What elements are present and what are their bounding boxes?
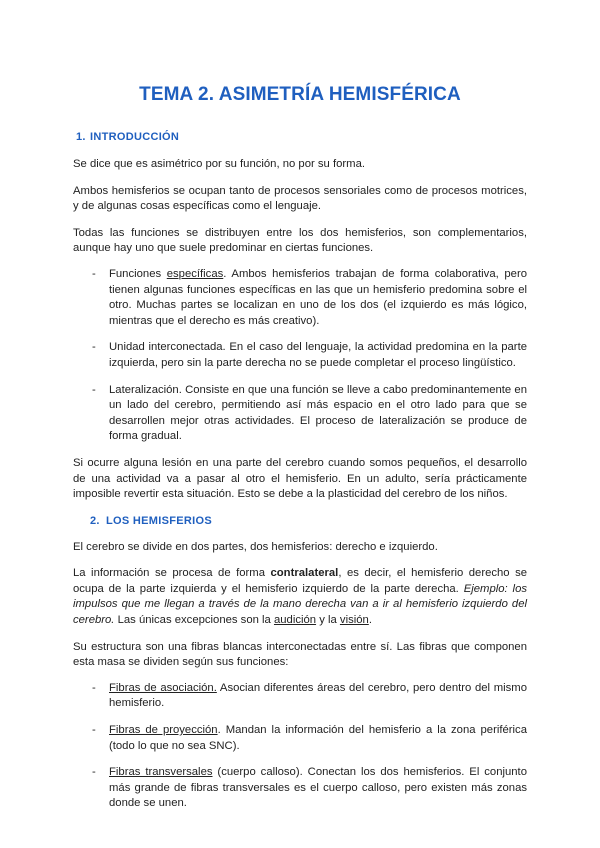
document-body xyxy=(73,131,527,812)
list-item-text: Fibras de asociación. Asocian diferentes áreas del cerebro, pero dentro del mismo hemisferio. xyxy=(109,681,528,710)
list-item-text: Funciones específicas. Ambos hemisferios trabajan de forma colaborativa, pero tienen algunas funciones específicas en las que un hemisferio predomina sobre el otro. Muchas partes se localizan en uno de los dos (el izquierdo es más lógico, mientras que el derecho es más creativo). xyxy=(109,267,527,327)
section-number: 1. xyxy=(76,131,86,143)
italic-example: Ejemplo: los impulsos que me llegan a través de la mano derecha van a ir al hemisferio izquierdo del cerebro. xyxy=(73,582,527,627)
bold-term: contralateral xyxy=(270,567,339,580)
section-heading-hemisferios xyxy=(73,515,527,527)
list-item xyxy=(73,681,527,712)
paragraph: Si ocurre alguna lesión en una parte del cerebro cuando somos pequeños, el desarrollo de una actividad va a pasar al otro el hemisferio. En un adulto, sería prácticamente imposible revertir esta situación. Esto se debe a la plasticidad del cerebro de los niños. xyxy=(73,456,527,501)
list-dash: - xyxy=(92,766,96,779)
section-heading-introduccion xyxy=(73,131,527,143)
paragraph: Ambos hemisferios se ocupan tanto de procesos sensoriales como de procesos motrices, y de algunas cosas específicas como el lenguaje. xyxy=(73,184,527,213)
paragraph: Se dice que es asimétrico por su función, no por su forma. xyxy=(73,158,365,170)
section-number: 2. xyxy=(90,514,100,527)
list-dash: - xyxy=(92,681,96,694)
list-dash: - xyxy=(92,383,96,396)
underlined-term: Fibras de proyección xyxy=(109,724,218,737)
list-item xyxy=(73,765,527,812)
section-title: INTRODUCCIÓN xyxy=(90,131,180,143)
list-item xyxy=(73,340,527,371)
function-list xyxy=(73,267,527,445)
page-title: TEMA 2. ASIMETRÍA HEMISFÉRICA xyxy=(139,84,461,105)
list-dash: - xyxy=(92,341,96,354)
underlined-term: visión xyxy=(339,614,369,627)
list-item-text: Unidad interconectada. En el caso del lenguaje, la actividad predomina en la parte izquierda, pero sin la parte derecha no se puede completar el proceso lingüístico. xyxy=(109,341,527,369)
list-item xyxy=(73,383,527,445)
paragraph: La información se procesa de forma contralateral, es decir, el hemisferio derecho se ocupa de la parte izquierda y el hemisferio izquierdo de la parte derecha. Ejemplo: los impulsos que me llegan a través de la mano derecha van a ir al hemisferio izquierdo del cerebro. Las únicas excepciones son la audición y la visión. xyxy=(73,567,528,627)
paragraph: Su estructura son una fibras blancas interconectadas entre sí. Las fibras que componen esta masa se dividen según sus funciones: xyxy=(73,640,527,669)
fiber-list xyxy=(73,681,527,812)
list-item xyxy=(73,723,527,754)
list-dash: - xyxy=(92,724,96,737)
list-item-text: Lateralización. Consiste en que una función se lleve a cabo predominantemente en un lado del cerebro, permitiendo así más espacio en el otro lado para que se desarrollen mejor otras actividades. El proceso de lateralización se produce de forma gradual. xyxy=(109,383,527,443)
paragraph: El cerebro se divide en dos partes, dos hemisferios: derecho e izquierdo. xyxy=(73,540,438,553)
underlined-term: audición xyxy=(273,614,317,627)
underlined-term: específicas xyxy=(166,267,224,280)
underlined-term: Fibras de asociación. xyxy=(109,681,217,694)
section-title: LOS HEMISFERIOS xyxy=(106,514,212,527)
list-dash: - xyxy=(92,267,96,280)
underlined-term: Fibras transversales xyxy=(109,766,213,779)
list-item xyxy=(73,267,527,329)
list-item-text: Fibras de proyección. Mandan la información del hemisferio a la zona periférica (todo lo que no sea SNC). xyxy=(109,724,527,752)
list-item-text: Fibras transversales (cuerpo calloso). Conectan los dos hemisferios. El conjunto más grande de fibras transversales es el cuerpo calloso, pero existen más zonas donde se unen. xyxy=(109,766,527,810)
paragraph: Todas las funciones se distribuyen entre los dos hemisferios, son complementarios, aunque hay uno que suele predominar en ciertas funciones. xyxy=(73,226,527,255)
